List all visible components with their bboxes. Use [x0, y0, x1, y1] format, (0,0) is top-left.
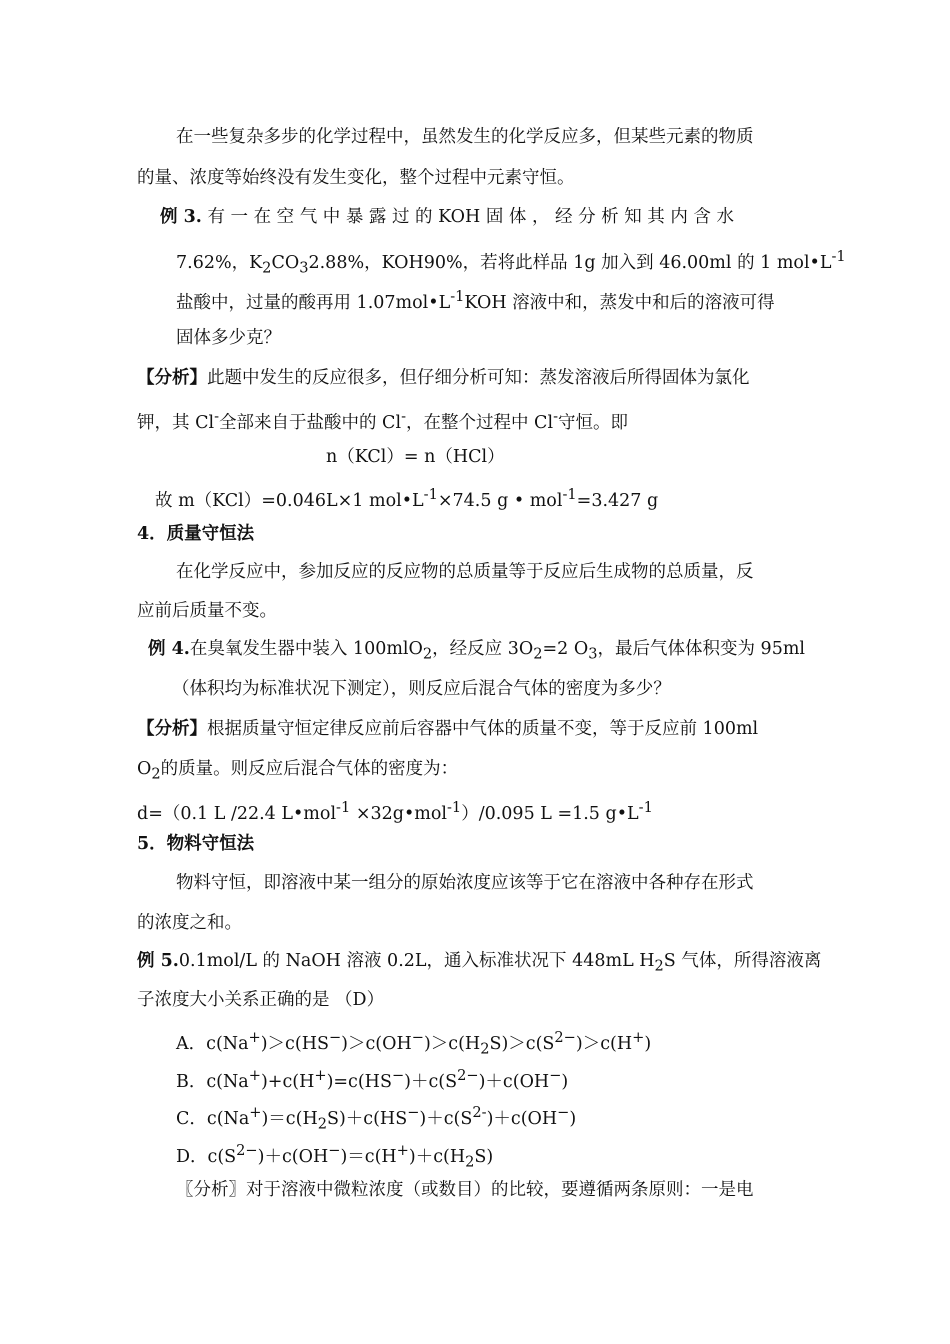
intro-line-2: 的量、浓度等始终没有发生变化，整个过程中元素守恒。 [137, 168, 575, 188]
analysis-4-line-2: $O_2$的质量。则反应后混合气体的密度为： [137, 759, 459, 783]
analysis-3-line-1: 【分析】此题中发生的反应很多，但仔细分析可知：蒸发溶液后所得固体为氯化 [137, 368, 750, 388]
section-5-line-2: 的浓度之和。 [137, 913, 242, 933]
example-4-line-1: 例 4.在臭氧发生器中装入 100mlO$_2$，经反应 $3O_2=2$ $O_3$，最后气体体积变为 95ml [148, 639, 806, 663]
section-4-line-1: 在化学反应中，参加反应的反应物的总质量等于反应后生成物的总质量，反 [176, 562, 754, 582]
example-label: 例 4. [148, 639, 190, 659]
section-5-line-1: 物料守恒，即溶液中某一组分的原始浓度应该等于它在溶液中各种存在形式 [176, 873, 754, 893]
option-a: A．$c(Na^+)>c(HS^-)>c(OH^-)>c(H_2S)>c(S^{2-})>c(H^+)$ [176, 1029, 652, 1058]
equation-m-kcl: 故 m（KCl）=0.046L×1 $mol•L^{-1}\times 74.5$ g • mol$^{-1}$=3.427 g [155, 486, 659, 511]
section-4-heading: 4．质量守恒法 [137, 524, 255, 544]
example-label: 例 3. [160, 207, 202, 227]
equation-n-kcl: n（KCl）= n（HCl） [326, 447, 505, 467]
example-3-line-4: 固体多少克？ [176, 328, 281, 348]
analysis-label: 【分析】 [137, 719, 207, 739]
section-4-line-2: 应前后质量不变。 [137, 601, 277, 621]
analysis-label: 【分析】 [137, 368, 207, 388]
analysis-5-line-1: 〖分析〗对于溶液中微粒浓度（或数目）的比较，要遵循两条原则：一是电 [176, 1180, 754, 1200]
section-5-heading: 5．物料守恒法 [137, 834, 255, 854]
example-3-line-3: 盐酸中，过量的酸再用 $1.07mol•L^{-1}KOH$ 溶液中和，蒸发中和后的溶液可得 [176, 288, 775, 313]
intro-line-1: 在一些复杂多步的化学过程中，虽然发生的化学反应多，但某些元素的物质 [176, 127, 754, 147]
option-b: B．$c(Na^+)+c(H^+)=c(HS^-)+c(S^{2-})+c(OH^-)$ [176, 1067, 569, 1092]
example-3-line-1: 例 3. 有 一 在 空 气 中 暴 露 过 的 KOH 固 体 ， 经 分 析 知 其 内 含 水 [160, 207, 734, 227]
example-5-line-1: 例 5.0.1mol/L 的 NaOH 溶液 0.2L，通入标准状况下 448mL $H_2S$ 气体，所得溶液离 [137, 951, 822, 975]
option-d: D．$c(S^{2-})+c(OH^-)=c(H^+)+c(H_2S)$ [176, 1142, 494, 1171]
example-4-line-2: （体积均为标准状况下测定），则反应后混合气体的密度为多少？ [172, 679, 671, 699]
example-label: 例 5. [137, 951, 179, 971]
analysis-4-line-1: 【分析】根据质量守恒定律反应前后容器中气体的质量不变，等于反应前 100ml [137, 719, 759, 739]
analysis-3-line-2: 钾，其 Cl-全部来自于盐酸中的 Cl-，在整个过程中 Cl-守恒。即 [137, 408, 628, 433]
example-5-line-2: 子浓度大小关系正确的是 （D） [137, 990, 385, 1010]
example-3-line-2: 7.62%，$K_2CO_32.88\%$，KOH90%，若将此样品 1g 加入到 46.00ml 的 1 $mol•L^{-1}$ [176, 248, 846, 277]
equation-density: d=（0.1 L /22.4 L•mol$^{-1}$ ×32g•mol$^{-1}$）/0.095 L =1.5 $g•L^{-1}$ [137, 799, 653, 824]
option-c: C．$c(Na^+)=c(H_2S)+c(HS^-)+c(S^{2-})+c(OH^-)$ [176, 1104, 577, 1133]
